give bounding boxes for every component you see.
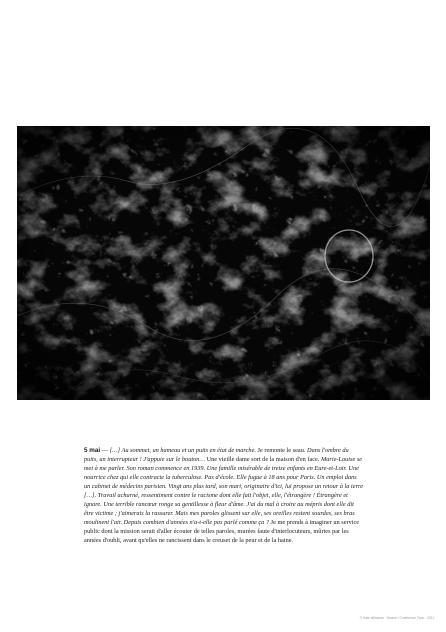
entry-body bbox=[84, 447, 363, 544]
entry-dash: — bbox=[100, 447, 110, 454]
entry-segment: Marie-Louise se met à me parler. Son roman commence en 1939. Une famille misérable de treize enfants en Eure-et-Loir. Une nourrice chez qui elle contracte la tuberculose. Pas d'école. Elle fugue à 18 ans pour Paris. Un emploi dans un cabinet de médecins parisien. Vingt ans plus tard, son mari, originaire d'ici, lui propose un retour à la terre […]. Travail acharné, ressentiment contre le racisme dont elle fait l'objet, elle, l'étrangère ! Étrangère et ignare. Une terrible rancœur ronge sa gentillesse à fleur d'âme. J'ai du mal à croire au mépris dont elle dit être victime ; j'aimerais la rassurer. Mais mes paroles glissent sur elle, ses oreilles restent sourdes, ses bras moulinent l'air. Depuis combien d'années n'a-t-elle pas parlé comme ça ? bbox=[84, 456, 364, 526]
black-and-white-photograph bbox=[17, 126, 430, 400]
entry-segment: Dans l'ombre du puits, un interrupteur ! J'appuie sur le bouton… bbox=[84, 447, 349, 463]
entry-segment: Je remonte le seau. bbox=[257, 447, 308, 454]
entry-date: 5 mai bbox=[84, 447, 101, 454]
journal-entry bbox=[84, 446, 364, 545]
entry-segment: […] Au sommet, un hameau et un puits en état de marche. bbox=[109, 447, 258, 454]
entry-segment: Une vieille dame sort de la maison d'en face. bbox=[206, 456, 321, 463]
entry-segment: Je me prends à imaginer un service public dont la mission serait d'aller écouter de telles paroles, murées faute d'interlocuteurs, mûries par les années d'oubli, avant qu'elles ne rancissent dans le creuset de la peur et de la haine. bbox=[84, 519, 360, 544]
frost-texture-image bbox=[17, 126, 430, 400]
photo-credit: © Kate Wilmoore · Source / Conférence Tissu · 2011 bbox=[359, 616, 434, 620]
